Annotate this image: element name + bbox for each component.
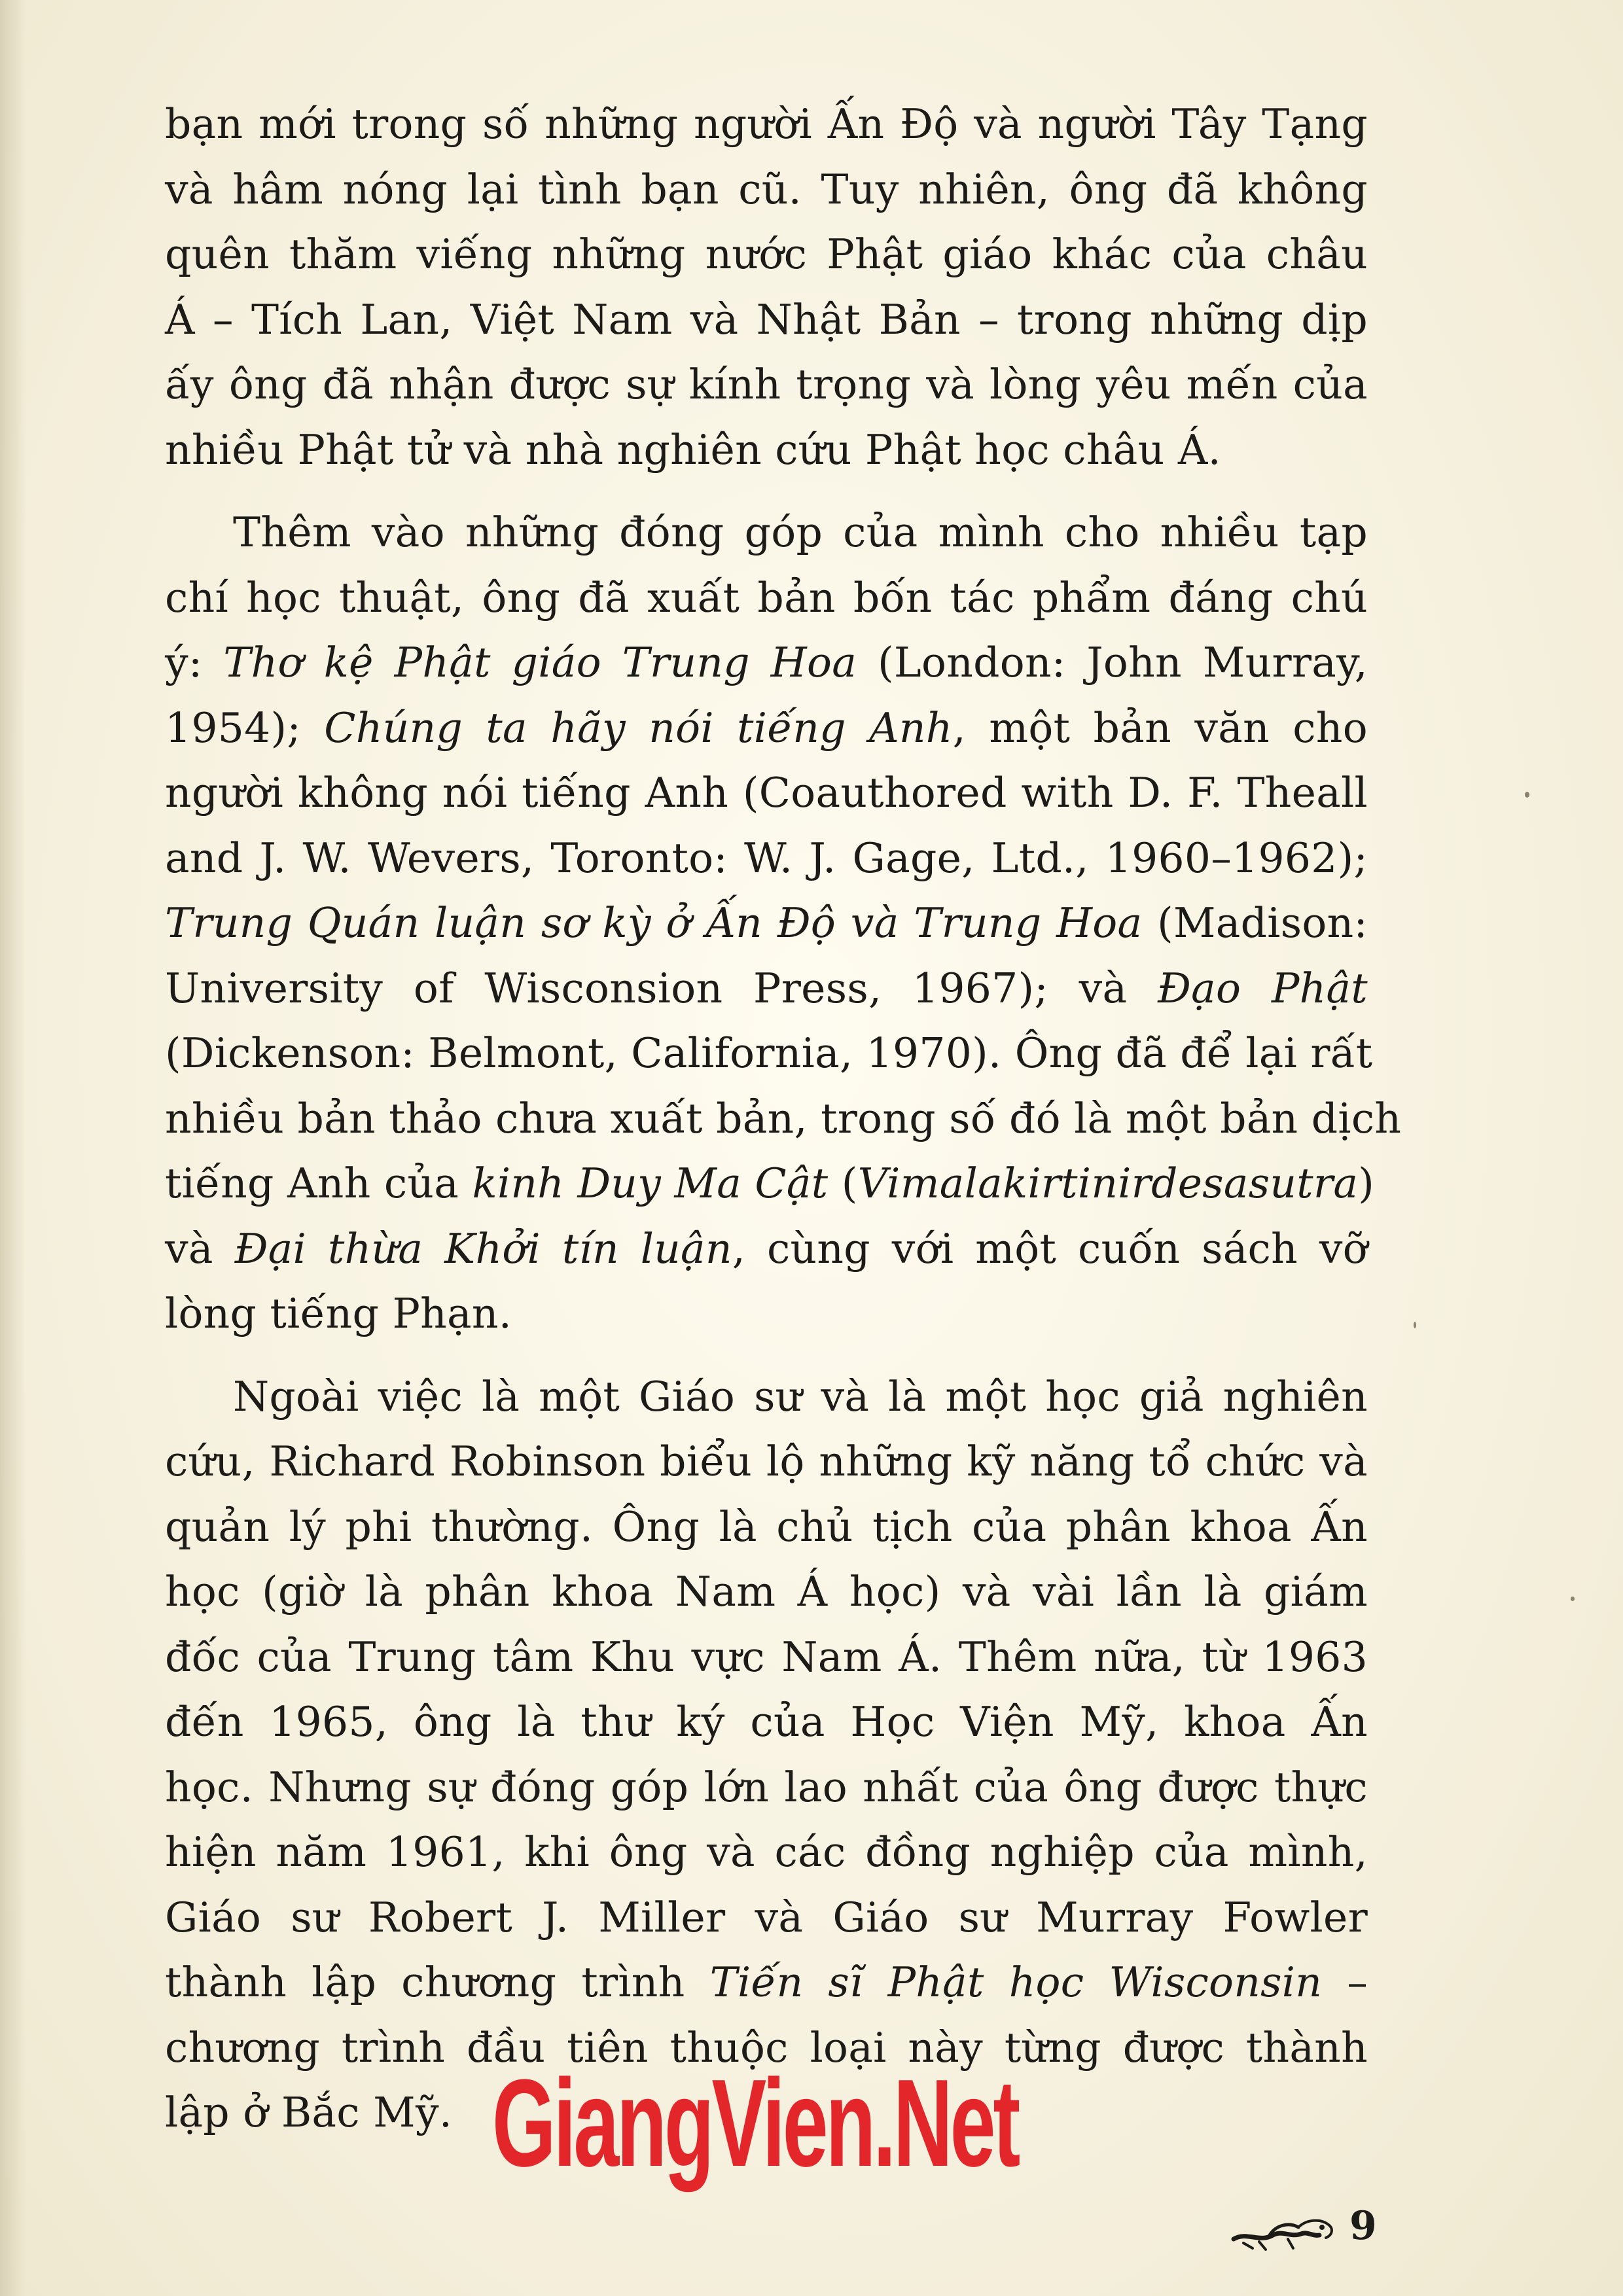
italic-title: Trung Quán luận sơ kỳ ở Ấn Độ và Trung Hoa	[165, 899, 1143, 947]
text-line	[165, 956, 1368, 1021]
watermark-logo: GiangVien.Net	[492, 2054, 1018, 2193]
italic-title: Chúng ta hãy nói tiếng Anh	[324, 703, 953, 752]
text-run: và hâm nóng lại tình bạn cũ. Tuy nhiên, ông đã không	[165, 165, 1368, 213]
text-line	[165, 1820, 1368, 1885]
text-line	[165, 1559, 1368, 1625]
paragraph	[165, 500, 1402, 1347]
text-run: hiện năm 1961, khi ông và các đồng nghiệp của mình,	[165, 1828, 1368, 1876]
text-run: Thêm vào những đóng góp của mình cho nhiều tạp	[233, 508, 1368, 556]
text-run: quản lý phi thường. Ông là chủ tịch của phân khoa Ấn	[165, 1502, 1368, 1551]
paragraph	[165, 92, 1368, 482]
text-run: người không nói tiếng Anh (Coauthored with D. F. Theall	[165, 769, 1368, 817]
binding-shadow	[0, 0, 26, 2296]
paper-speck	[1414, 1322, 1416, 1328]
text-run: , một bản văn cho	[952, 703, 1368, 752]
text-line	[165, 157, 1368, 222]
text-line	[165, 891, 1368, 956]
text-line	[165, 696, 1368, 761]
text-run: ý:	[165, 639, 224, 686]
text-run: 1954);	[165, 703, 325, 752]
text-run: (	[828, 1159, 858, 1207]
text-line	[165, 1216, 1368, 1282]
italic-title: Đạo Phật	[1158, 964, 1368, 1012]
text-run: Giáo sư Robert J. Miller và Giáo sư Murray Fowler	[165, 1893, 1368, 1941]
text-run: Ngoài việc là một Giáo sư và là một học giả nghiên	[233, 1372, 1368, 1421]
text-run: bạn mới trong số những người Ấn Độ và người Tây Tạng	[165, 100, 1368, 148]
text-run: nhiều Phật tử và nhà nghiên cứu Phật học châu Á.	[165, 425, 1221, 474]
text-run: –	[1322, 1958, 1368, 2006]
text-line	[165, 1021, 1373, 1086]
text-run: lòng tiếng Phạn.	[165, 1290, 512, 1337]
italic-title: Thơ kệ Phật giáo Trung Hoa	[223, 639, 857, 686]
text-line	[165, 565, 1368, 631]
text-line	[165, 287, 1368, 353]
text-run: )	[1358, 1159, 1375, 1207]
text-run: thành lập chương trình	[165, 1958, 710, 2006]
text-line	[165, 1429, 1368, 1494]
text-line	[165, 1151, 1375, 1216]
paragraph-gap	[165, 1347, 1368, 1364]
text-run: cứu, Richard Robinson biểu lộ những kỹ năng tổ chức và	[165, 1438, 1368, 1485]
text-run: (Dickenson: Belmont, California, 1970). Ông đã để lại rất	[165, 1029, 1373, 1077]
text-line	[165, 826, 1368, 891]
text-run: nhiều bản thảo chưa xuất bản, trong số đó là một bản dịch	[165, 1094, 1402, 1142]
text-run: chí học thuật, ông đã xuất bản bốn tác phẩm đáng chú	[165, 573, 1368, 622]
text-line	[165, 1689, 1368, 1755]
text-line	[165, 1494, 1368, 1560]
italic-title: Đại thừa Khởi tín luận	[234, 1224, 732, 1273]
text-line	[165, 1086, 1402, 1152]
text-run: ấy ông đã nhận được sự kính trọng và lòng yêu mến của	[165, 361, 1368, 408]
text-line	[165, 500, 1368, 565]
text-line	[165, 1625, 1368, 1690]
text-run: học (giờ là phân khoa Nam Á học) và vài lần là giám	[165, 1568, 1368, 1616]
text-line	[165, 1281, 1368, 1347]
text-line	[165, 1755, 1368, 1820]
italic-title: Tiến sĩ Phật học Wisconsin	[709, 1958, 1323, 2006]
text-run: tiếng Anh của	[165, 1159, 473, 1207]
paper-speck	[1571, 1597, 1575, 1601]
text-run: đến 1965, ông là thư ký của Học Viện Mỹ, khoa Ấn	[165, 1698, 1368, 1746]
text-line	[165, 92, 1368, 157]
paper-speck	[1525, 792, 1529, 798]
italic-title: kinh Duy Ma Cật	[472, 1159, 829, 1207]
text-run: University of Wisconsion Press, 1967); và	[165, 964, 1158, 1012]
text-run: học. Nhưng sự đóng góp lớn lao nhất của ông được thực	[165, 1763, 1368, 1811]
text-run: quên thăm viếng những nước Phật giáo khác của châu	[165, 230, 1368, 278]
text-run: Á – Tích Lan, Việt Nam và Nhật Bản – trong những dịp	[165, 295, 1368, 344]
paragraph	[165, 1364, 1368, 2146]
text-line	[165, 352, 1368, 417]
italic-title: Vimalakirtinirdesasutra	[857, 1159, 1359, 1207]
text-run: và	[165, 1224, 235, 1273]
text-run: chương trình đầu tiên thuộc loại này từng được thành	[165, 2023, 1368, 2072]
dragon-ornament-icon	[1230, 2205, 1348, 2257]
page-number: 9	[1349, 2203, 1377, 2249]
text-run: (Madison:	[1142, 899, 1368, 947]
text-line	[165, 630, 1368, 696]
text-run: (London: John Murray,	[857, 639, 1368, 686]
text-line	[165, 417, 1368, 483]
text-line	[165, 1885, 1368, 1951]
text-run: đốc của Trung tâm Khu vực Nam Á. Thêm nữa, từ 1963	[165, 1633, 1368, 1681]
paragraph-gap	[165, 482, 1368, 500]
text-line	[165, 222, 1368, 287]
text-line	[165, 760, 1368, 826]
text-run: , cùng với một cuốn sách vỡ	[732, 1224, 1368, 1273]
text-line	[165, 1364, 1368, 1430]
text-run: and J. W. Wevers, Toronto: W. J. Gage, Ltd., 1960–1962);	[165, 834, 1368, 882]
text-line	[165, 1950, 1368, 2015]
body-text	[165, 92, 1402, 2146]
text-run: lập ở Bắc Mỹ.	[165, 2089, 453, 2136]
